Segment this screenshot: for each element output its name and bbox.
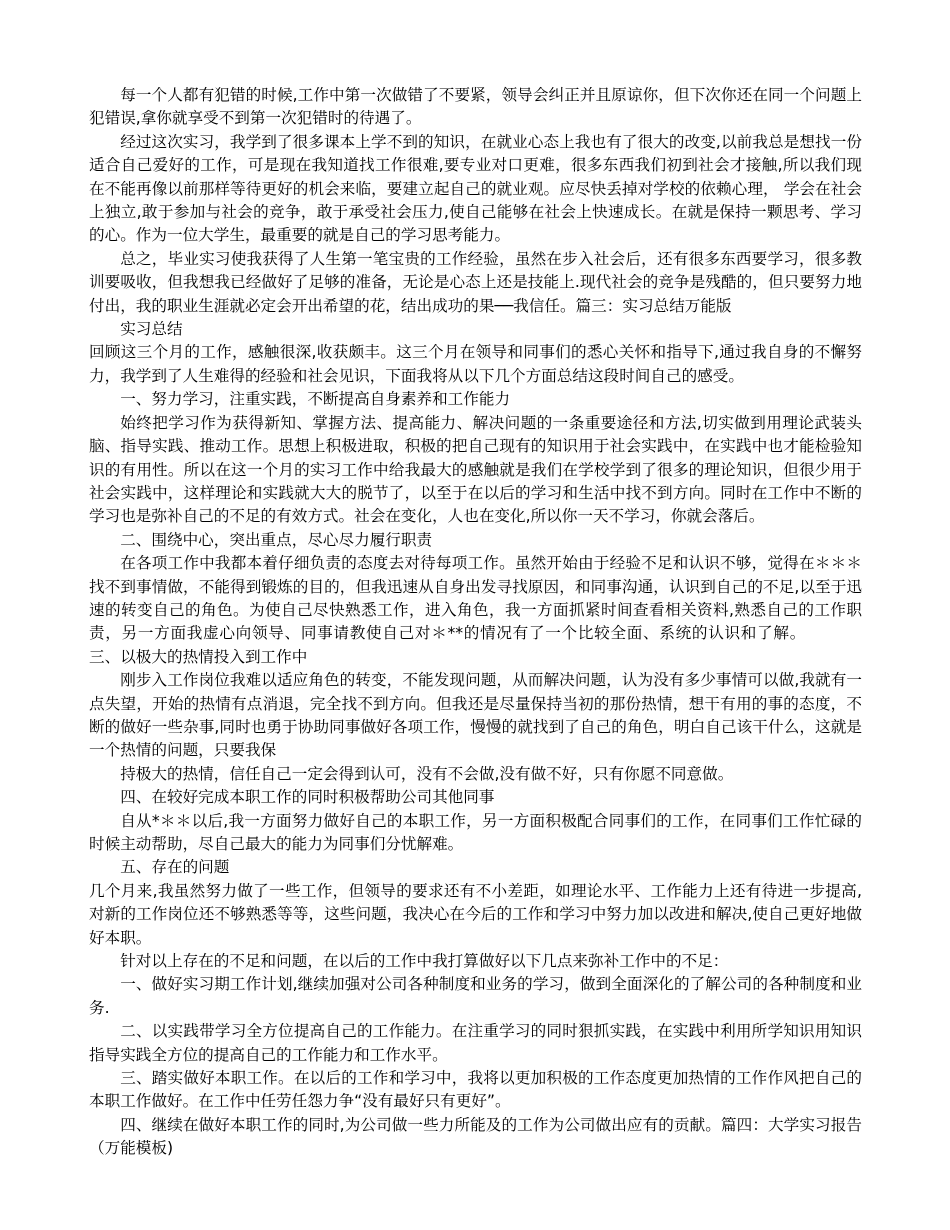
- paragraph-1: 每一个人都有犯错的时候,工作中第一次做错了不要紧，领导会纠正并且原谅你，但下次你还在同一个问题上犯错误,拿你就享受不到第一次犯错时的待遇了。: [89, 86, 862, 128]
- paragraph-duties: [89, 552, 862, 669]
- plan-item-2: 二、以实践带学习全方位提高自己的工作能力。在注重学习的同时狠抓实践，在实践中利用所学知识用知识指导实践全方位的提高自己的工作能力和工作水平。: [89, 1022, 862, 1064]
- heading-2: 二、围绕中心，突出重点，尽心尽力履行职责: [120, 530, 433, 549]
- paragraph-plan-intro: 针对以上存在的不足和问题，在以后的工作中我打算做好以下几点来弥补工作中的不足：: [120, 952, 729, 971]
- heading-4: 四、在较好完成本职工作的同时积极帮助公司其他同事: [120, 788, 495, 807]
- paragraph-study: 始终把学习作为获得新知、掌握方法、提高能力、解决问题的一条重要途径和方法,切实做到用理论武装头脑、指导实践、推动工作。思想上积极进取，积极的把自己现有的知识用于社会实践中，在实践中也才能检验知识的有用性。所以在这一个月的实习工作中给我最大的感触就是我们在学校学到了很多的理论知识，但很少用于社会实践中，这样理论和实践就大大的脱节了，以至于在以后的学习和生活中找不到方向。同时在工作中不断的学习也是弥补自己的不足的有效方式。社会在变化，人也在变化,所以你一天不学习，你就会落后。: [89, 413, 862, 526]
- paragraph-problems: 几个月来,我虽然努力做了一些工作，但领导的要求还有不小差距，如理论水平、工作能力上还有待进一步提高,对新的工作岗位还不够熟悉等等，这些问题，我决心在今后的工作和学习中努力加以改进和解决,使自己更好地做好本职。: [89, 881, 862, 947]
- paragraph-enthusiasm-cont: 持极大的热情，信任自己一定会得到认可，没有不会做,没有做不好，只有你愿不同意做。: [120, 764, 734, 783]
- plan-item-4: 四、继续在做好本职工作的同时,为公司做一些力所能及的工作为公司做出应有的贡献。篇四：大学实习报告（万能模板): [89, 1115, 862, 1158]
- heading-5: 五、存在的问题: [120, 858, 230, 877]
- section-title-summary: 实习总结: [120, 320, 183, 339]
- paragraph-review: 回顾这三个月的工作，感触很深,收获颇丰。这三个月在领导和同事们的悉心关怀和指导下,通过我自身的不懈努力，我学到了人生难得的经验和社会见识，下面我将从以下几个方面总结这段时间自己的感受。: [89, 343, 862, 385]
- paragraph-help: 自从*＊＊以后,我一方面努力做好自己的本职工作，另一方面积极配合同事们的工作，在同事们工作忙碌的时候主动帮助，尽自己最大的能力为同事们分忧解难。: [89, 811, 862, 853]
- paragraph-3: 总之，毕业实习使我获得了人生第一笔宝贵的工作经验，虽然在步入社会后，还有很多东西要学习，很多教训要吸收，但我想我已经做好了足够的准备，无论是心态上还是技能上.现代社会的竞争是残酷的，但只要努力地付出，我的职业生涯就必定会开出希望的花，结出成功的果──我信任。篇三：实习总结万能版: [89, 249, 862, 315]
- heading-3-inline: 三、以极大的热情投入到工作中: [89, 647, 308, 666]
- paragraph-enthusiasm: 刚步入工作岗位我难以适应角色的转变，不能发现问题，从而解决问题，认为没有多少事情可以做,我就有一点失望，开始的热情有点消退，完全找不到方向。但我还是尽量保持当初的那份热情，想干有用的事的态度，不断的做好一些杂事,同时也勇于协助同事做好各项工作，慢慢的就找到了自己的角色，明白自己该干什么，这就是一个热情的问题，只要我保: [89, 671, 862, 760]
- heading-1: 一、努力学习，注重实践，不断提高自身素养和工作能力: [120, 390, 511, 409]
- plan-item-1: 一、做好实习期工作计划,继续加强对公司各种制度和业务的学习，做到全面深化的了解公司的各种制度和业务.: [89, 975, 862, 1017]
- paragraph-2: 经过这次实习，我学到了很多课本上学不到的知识，在就业心态上我也有了很大的改变,以前我总是想找一份适合自己爱好的工作，可是现在我知道找工作很难,要专业对口更难，很多东西我们初到社会才接触,所以我们现在不能再像以前那样等待更好的机会来临，要建立起自己的就业观。应尽快丢掉对学校的依赖心理， 学会在社会上独立,敢于参加与社会的竞争，敢于承受社会压力,使自己能够在社会上快速成长。在就是保持一颗思考、学习的心。作为一位大学生，最重要的就是自己的学习思考能力。: [89, 132, 862, 245]
- plan-item-3: 三、踏实做好本职工作。在以后的工作和学习中，我将以更加积极的工作态度更加热情的工作作风把自己的本职工作做好。在工作中任劳任怨力争“没有最好只有更好”。: [89, 1069, 862, 1111]
- paragraph-duties-text: 在各项工作中我都本着仔细负责的态度去对待每项工作。虽然开始由于经验不足和认识不够，觉得在＊＊＊找不到事情做，不能得到锻炼的目的，但我迅速从自身出发寻找原因，和同事沟通，认识到自己的不足,以至于迅速的转变自己的角色。为使自己尽快熟悉工作，进入角色，我一方面抓紧时间查看相关资料,熟悉自己的工作职责，另一方面我虚心向领导、同事请教使自己对＊**的情况有了一个比较全面、系统的认识和了解。: [89, 554, 862, 643]
